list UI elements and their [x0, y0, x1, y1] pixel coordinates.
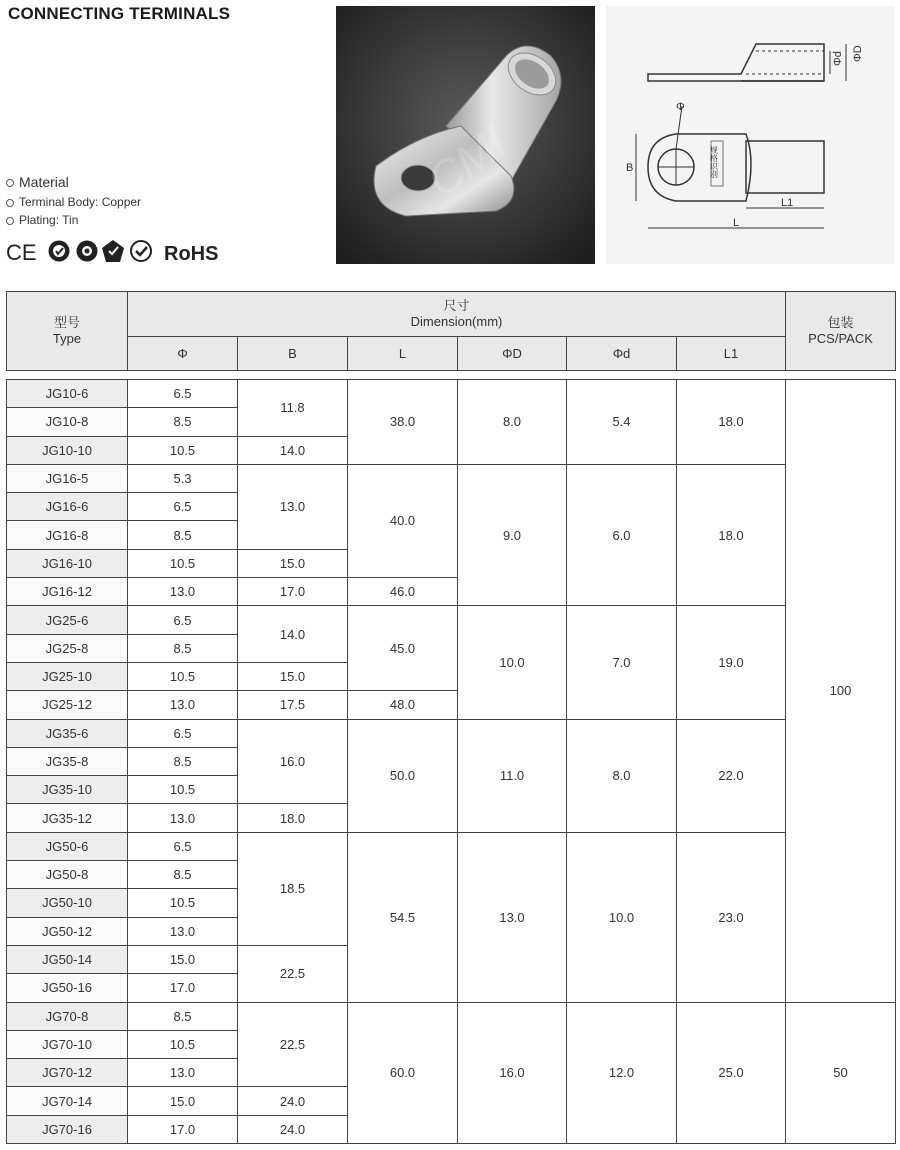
b-cell: 18.0	[238, 804, 348, 832]
type-cell: JG35-12	[7, 804, 128, 832]
l1-cell: 19.0	[677, 606, 786, 719]
product-photo	[336, 6, 595, 264]
svg-text:CMI: CMI	[417, 116, 517, 208]
dimension-diagram	[606, 6, 894, 264]
phi-cell: 13.0	[128, 1059, 238, 1087]
phi-cell: 5.3	[128, 464, 238, 492]
type-cell: JG35-8	[7, 747, 128, 775]
phi-cell: 6.5	[128, 719, 238, 747]
material-heading: Material	[6, 174, 69, 190]
rohs-mark-icon: RoHS	[164, 243, 219, 265]
b-cell: 17.0	[238, 578, 348, 606]
type-cell: JG50-8	[7, 861, 128, 889]
type-cell: JG50-6	[7, 832, 128, 860]
column-header: ΦD	[458, 337, 567, 371]
l1-cell: 18.0	[677, 380, 786, 465]
bullet-icon	[6, 217, 14, 225]
l-cell: 46.0	[348, 578, 458, 606]
b-cell: 15.0	[238, 549, 348, 577]
technical-drawing	[606, 6, 894, 264]
column-header: B	[238, 337, 348, 371]
outer-diameter-cell: 10.0	[458, 606, 567, 719]
svg-text:规格识别: 规格识别	[709, 146, 719, 178]
table-row	[7, 380, 896, 408]
outer-diameter-cell: 9.0	[458, 464, 567, 605]
l1-cell: 25.0	[677, 1002, 786, 1143]
l-cell: 60.0	[348, 1002, 458, 1143]
type-cell: JG50-14	[7, 945, 128, 973]
type-cell: JG16-6	[7, 493, 128, 521]
dimension-header: 尺寸 Dimension(mm)	[128, 292, 786, 337]
phi-cell: 8.5	[128, 521, 238, 549]
spec-table-header	[6, 291, 896, 371]
type-cell: JG16-8	[7, 521, 128, 549]
type-cell: JG35-6	[7, 719, 128, 747]
type-cell: JG70-14	[7, 1087, 128, 1115]
outer-diameter-cell: 16.0	[458, 1002, 567, 1143]
spec-table	[6, 379, 896, 1144]
b-cell: 18.5	[238, 832, 348, 945]
table-row	[7, 719, 896, 747]
type-cell: JG25-10	[7, 662, 128, 690]
b-cell: 11.8	[238, 380, 348, 437]
l-cell: 38.0	[348, 380, 458, 465]
l-cell: 50.0	[348, 719, 458, 832]
type-cell: JG50-10	[7, 889, 128, 917]
column-header: Φd	[567, 337, 677, 371]
ccc-mark-icon	[49, 241, 70, 262]
table-row	[7, 832, 896, 860]
b-cell: 14.0	[238, 606, 348, 663]
column-header: L1	[677, 337, 786, 371]
table-row	[7, 464, 896, 492]
type-cell: JG25-12	[7, 691, 128, 719]
certification-logos	[6, 238, 246, 264]
inner-diameter-cell: 12.0	[567, 1002, 677, 1143]
l1-cell: 22.0	[677, 719, 786, 832]
svg-text:Φ: Φ	[676, 101, 685, 113]
type-cell: JG10-10	[7, 436, 128, 464]
phi-cell: 10.5	[128, 436, 238, 464]
type-cell: JG16-12	[7, 578, 128, 606]
inner-diameter-cell: 5.4	[567, 380, 677, 465]
phi-cell: 10.5	[128, 662, 238, 690]
outer-diameter-cell: 13.0	[458, 832, 567, 1002]
l1-cell: 18.0	[677, 464, 786, 605]
type-cell: JG70-16	[7, 1115, 128, 1143]
type-cell: JG50-12	[7, 917, 128, 945]
type-header: 型号 Type	[7, 292, 128, 371]
b-cell: 24.0	[238, 1087, 348, 1115]
inner-diameter-cell: 10.0	[567, 832, 677, 1002]
b-cell: 14.0	[238, 436, 348, 464]
phi-cell: 13.0	[128, 691, 238, 719]
phi-cell: 15.0	[128, 1087, 238, 1115]
type-cell: JG25-6	[7, 606, 128, 634]
type-cell: JG70-12	[7, 1059, 128, 1087]
type-cell: JG16-10	[7, 549, 128, 577]
svg-text:L: L	[733, 217, 740, 229]
pack-cell: 100	[786, 380, 896, 1003]
l-cell: 54.5	[348, 832, 458, 1002]
b-cell: 22.5	[238, 1002, 348, 1087]
inner-diameter-cell: 6.0	[567, 464, 677, 605]
phi-cell: 10.5	[128, 549, 238, 577]
type-cell: JG25-8	[7, 634, 128, 662]
phi-cell: 10.5	[128, 776, 238, 804]
material-item: Plating: Tin	[6, 213, 78, 227]
phi-cell: 10.5	[128, 889, 238, 917]
ce-mark-icon: CE	[6, 240, 37, 265]
b-cell: 24.0	[238, 1115, 348, 1143]
inner-diameter-cell: 8.0	[567, 719, 677, 832]
b-cell: 17.5	[238, 691, 348, 719]
l-cell: 45.0	[348, 606, 458, 691]
b-cell: 22.5	[238, 945, 348, 1002]
b-cell: 16.0	[238, 719, 348, 804]
phi-cell: 6.5	[128, 493, 238, 521]
type-cell: JG50-16	[7, 974, 128, 1002]
column-header: L	[348, 337, 458, 371]
pack-header: 包装 PCS/PACK	[786, 292, 896, 371]
bullet-icon	[6, 179, 14, 187]
phi-cell: 13.0	[128, 804, 238, 832]
type-cell: JG70-10	[7, 1030, 128, 1058]
type-cell: JG35-10	[7, 776, 128, 804]
svg-text:L1: L1	[781, 197, 794, 209]
phi-cell: 10.5	[128, 1030, 238, 1058]
phi-cell: 8.5	[128, 408, 238, 436]
pack-cell: 50	[786, 1002, 896, 1143]
l-cell: 48.0	[348, 691, 458, 719]
l1-cell: 23.0	[677, 832, 786, 1002]
table-row	[7, 1002, 896, 1030]
phi-cell: 6.5	[128, 380, 238, 408]
phi-cell: 8.5	[128, 747, 238, 775]
quality-mark-icon	[77, 241, 98, 262]
type-cell: JG16-5	[7, 464, 128, 492]
terminal-lug-photo	[336, 6, 595, 264]
l-cell: 40.0	[348, 464, 458, 577]
outer-diameter-cell: 8.0	[458, 380, 567, 465]
svg-text:Φd: Φd	[832, 51, 844, 66]
phi-cell: 13.0	[128, 917, 238, 945]
svg-text:ΦD: ΦD	[852, 45, 864, 62]
phi-cell: 8.5	[128, 861, 238, 889]
type-cell: JG70-8	[7, 1002, 128, 1030]
certified-badge-icon	[102, 240, 124, 262]
phi-cell: 6.5	[128, 832, 238, 860]
b-cell: 13.0	[238, 464, 348, 549]
phi-cell: 8.5	[128, 634, 238, 662]
phi-cell: 8.5	[128, 1002, 238, 1030]
phi-cell: 17.0	[128, 974, 238, 1002]
type-cell: JG10-6	[7, 380, 128, 408]
phi-cell: 15.0	[128, 945, 238, 973]
column-header: Φ	[128, 337, 238, 371]
sgs-mark-icon	[131, 241, 151, 261]
b-cell: 15.0	[238, 662, 348, 690]
inner-diameter-cell: 7.0	[567, 606, 677, 719]
phi-cell: 6.5	[128, 606, 238, 634]
phi-cell: 17.0	[128, 1115, 238, 1143]
table-row	[7, 606, 896, 634]
outer-diameter-cell: 11.0	[458, 719, 567, 832]
type-cell: JG10-8	[7, 408, 128, 436]
phi-cell: 13.0	[128, 578, 238, 606]
bullet-icon	[6, 199, 14, 207]
material-item: Terminal Body: Copper	[6, 195, 141, 209]
svg-text:B: B	[626, 162, 634, 174]
page-title: CONNECTING TERMINALS	[8, 4, 231, 23]
